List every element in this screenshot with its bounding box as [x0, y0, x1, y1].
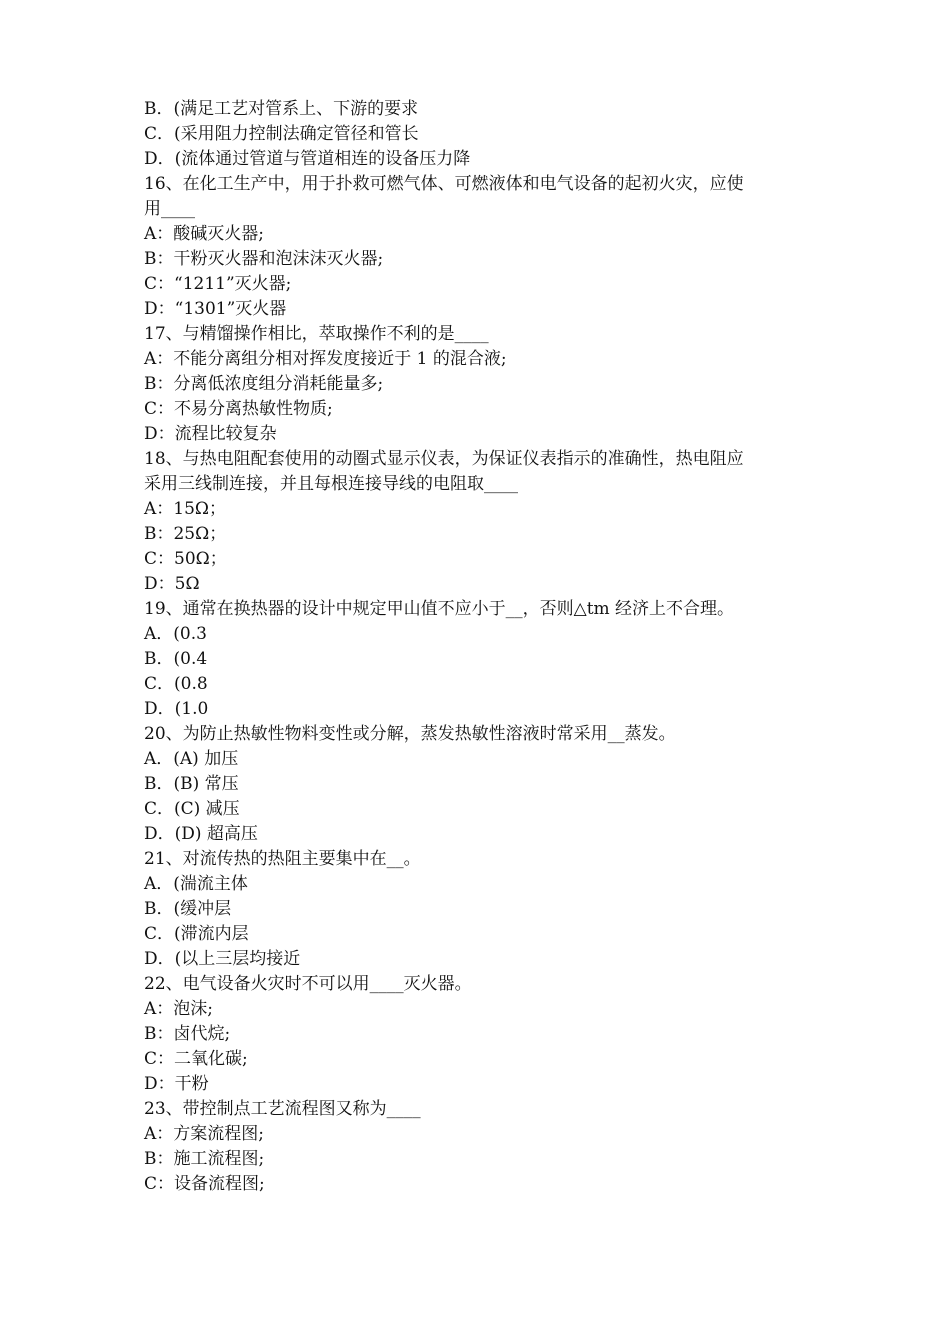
question-20: 20、为防止热敏性物料变性或分解，蒸发热敏性溶液时常采用__蒸发。: [144, 724, 676, 744]
option-a: A：酸碱灭火器;: [144, 224, 265, 244]
option-b: B：卤代烷;: [144, 1024, 231, 1044]
option-d: D．(D) 超高压: [144, 824, 258, 844]
option-b: B：分离低浓度组分消耗能量多;: [144, 374, 384, 394]
option-a: A：不能分离组分相对挥发度接近于 1 的混合液;: [144, 349, 507, 369]
option-a: A．(0.3: [144, 624, 207, 644]
option-c: C：“1211”灭火器;: [144, 274, 292, 294]
option-d: D：5Ω: [144, 574, 200, 594]
question-16-line-2: 用____: [144, 199, 195, 219]
option-d: D：干粉: [144, 1074, 209, 1094]
option-a: A．(A) 加压: [144, 749, 239, 769]
option-d: D：“1301”灭火器: [144, 299, 287, 319]
question-17: 17、与精馏操作相比，萃取操作不利的是____: [144, 324, 489, 344]
option-c: C：二氧化碳;: [144, 1049, 248, 1069]
option-c: C：50Ω；: [144, 549, 227, 569]
option-d: D．(1.0: [144, 699, 209, 719]
option-b: B：施工流程图;: [144, 1149, 265, 1169]
option-c: C．(0.8: [144, 674, 208, 694]
question-18-line-1: 18、与热电阻配套使用的动圈式显示仪表，为保证仪表指示的准确性，热电阻应: [144, 449, 744, 469]
question-19: 19、通常在换热器的设计中规定甲山值不应小于__，否则△tm 经济上不合理。: [144, 599, 735, 619]
option-b: B：25Ω；: [144, 524, 227, 544]
option-a: A：泡沫;: [144, 999, 214, 1019]
option-c: C：设备流程图;: [144, 1174, 265, 1194]
option-d: D．(以上三层均接近: [144, 949, 301, 969]
option-b: B：干粉灭火器和泡沫沫灭火器;: [144, 249, 384, 269]
option-a: A．(湍流主体: [144, 874, 248, 894]
text-line: B．(满足工艺对管系上、下游的要求: [144, 99, 419, 119]
question-18-line-2: 采用三线制连接，并且每根连接导线的电阻取____: [144, 474, 518, 494]
question-22: 22、电气设备火灾时不可以用____灭火器。: [144, 974, 472, 994]
question-21: 21、对流传热的热阻主要集中在__。: [144, 849, 421, 869]
text-line: C．(采用阻力控制法确定管径和管长: [144, 124, 419, 144]
option-c: C：不易分离热敏性物质;: [144, 399, 333, 419]
option-d: D：流程比较复杂: [144, 424, 277, 444]
option-c: C．(滞流内层: [144, 924, 249, 944]
question-16-line-1: 16、在化工生产中，用于扑救可燃气体、可燃液体和电气设备的起初火灾，应使: [144, 174, 744, 194]
option-b: B．(缓冲层: [144, 899, 232, 919]
question-text-block: [144, 97, 824, 1197]
option-c: C．(C) 减压: [144, 799, 240, 819]
option-a: A：方案流程图;: [144, 1124, 265, 1144]
option-b: B．(B) 常压: [144, 774, 239, 794]
question-23: 23、带控制点工艺流程图又称为____: [144, 1099, 421, 1119]
option-b: B．(0.4: [144, 649, 208, 669]
option-a: A：15Ω；: [144, 499, 227, 519]
text-line: D．(流体通过管道与管道相连的设备压力降: [144, 149, 471, 169]
